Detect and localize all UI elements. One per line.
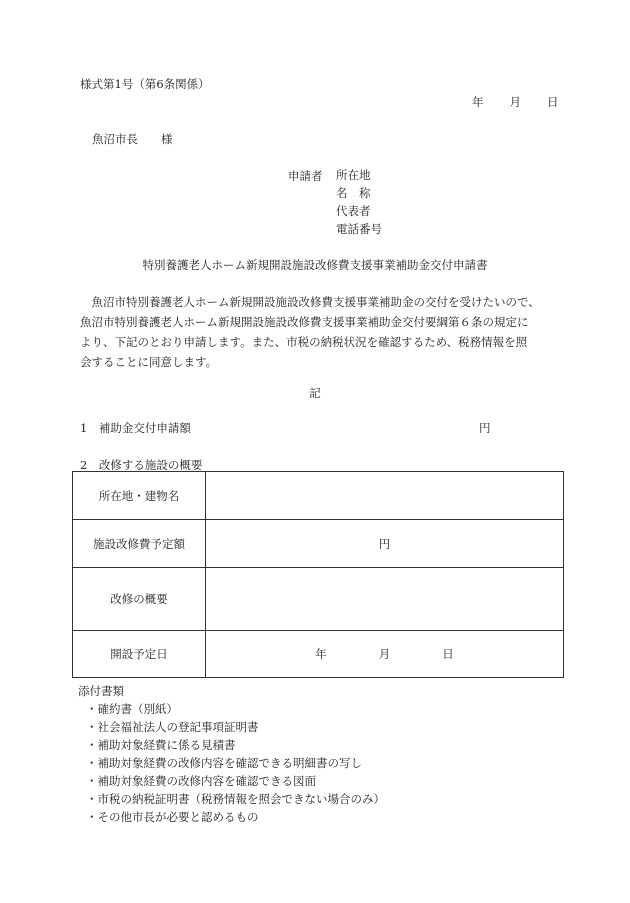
facility-location-value[interactable]: [206, 472, 564, 520]
table-row: [73, 472, 564, 520]
attachments-list: [86, 700, 385, 826]
applicant-label: 申請者: [288, 169, 323, 183]
body-line: 魚沼市特別養護老人ホーム新規開設施設改修費支援事業補助金交付要綱第６条の規定に: [80, 315, 529, 329]
opening-month: 月: [378, 647, 391, 661]
submission-date: [472, 94, 559, 110]
subsidy-amount-label: 1 補助金交付申請額: [80, 421, 191, 435]
body-line: 魚沼市特別養護老人ホーム新規開設施設改修費支援事業補助金の交付を受けたいので、: [80, 295, 540, 309]
body-line: より、下記のとおり申請します。また、市税の納税状況を確認するため、税務情報を照: [80, 335, 528, 349]
list-item: ・補助対象経費に係る見積書: [86, 738, 236, 752]
list-item: ・補助対象経費の改修内容を確認できる図面: [86, 774, 316, 788]
applicant-representative-label: 代表者: [336, 204, 371, 218]
date-day: 日: [547, 95, 559, 109]
table-row: [73, 568, 564, 631]
facility-overview-label: 2 改修する施設の概要: [80, 458, 203, 472]
list-item: ・市税の納税証明書（税務情報を照会できない場合のみ）: [86, 792, 385, 806]
opening-date-label: 開設予定日: [73, 631, 206, 678]
renovation-summary-label: 改修の概要: [73, 568, 206, 631]
applicant-address-label: 所在地: [336, 168, 371, 182]
opening-day: 日: [442, 647, 454, 661]
list-item: ・社会福祉法人の登記事項証明書: [86, 720, 259, 734]
attachments-title: 添付書類: [78, 684, 124, 698]
applicant-phone-label: 電話番号: [336, 222, 382, 236]
applicant-fields: [336, 166, 382, 238]
subsidy-amount-unit: 円: [479, 421, 491, 435]
list-item: ・その他市長が必要と認めるもの: [86, 810, 259, 824]
renovation-cost-label: 施設改修費予定額: [73, 520, 206, 568]
date-year: 年: [472, 95, 484, 109]
document-title: 特別養護老人ホーム新規開設施設改修費支援事業補助金交付申請書: [142, 258, 488, 272]
applicant-name-label: 名 称: [336, 186, 371, 200]
body-line: 会することに同意します。: [80, 355, 218, 369]
form-number: 様式第1号（第6条関係）: [80, 77, 210, 91]
table-row: [73, 520, 564, 568]
addressee: 魚沼市長 様: [92, 132, 173, 146]
list-item: ・確約書（別紙）: [86, 702, 178, 716]
list-item: ・補助対象経費の改修内容を確認できる明細書の写し: [86, 756, 362, 770]
body-text: [80, 292, 550, 372]
date-month: 月: [509, 95, 521, 109]
opening-year: 年: [315, 647, 327, 661]
facility-location-label: 所在地・建物名: [73, 472, 206, 520]
table-row: [73, 631, 564, 678]
opening-date-value[interactable]: [206, 631, 564, 678]
renovation-cost-value[interactable]: 円: [206, 520, 564, 568]
ki-heading: 記: [309, 386, 321, 400]
facility-table: [72, 471, 564, 678]
renovation-summary-value[interactable]: [206, 568, 564, 631]
